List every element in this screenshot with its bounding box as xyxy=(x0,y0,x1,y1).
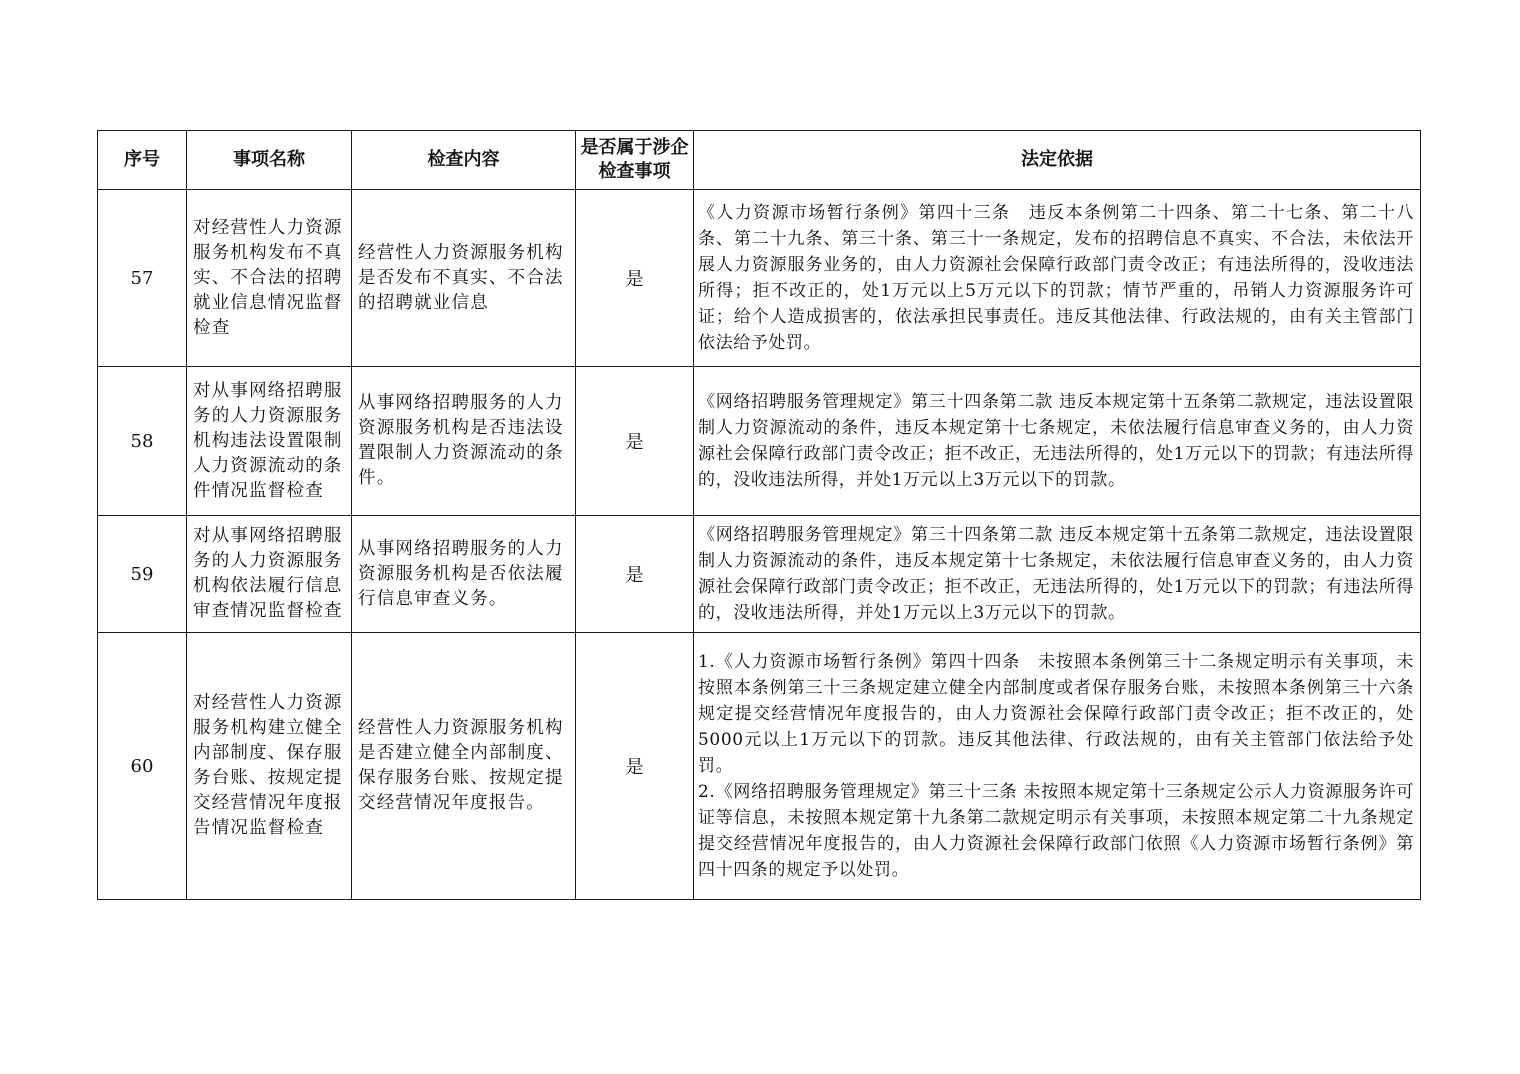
row-legal-basis-cell xyxy=(694,190,1421,367)
table-header-row xyxy=(98,131,1421,190)
row-item-name-cell xyxy=(187,516,352,633)
row-legal-basis xyxy=(694,389,1420,493)
legal-basis-paragraph: 《人力资源市场暂行条例》第四十三条 违反本条例第二十四条、第二十七条、第二十八条、第二十九条、第三十条、第三十一条规定，发布的招聘信息不真实、不合法，未依法开展人力资源服务业务的，由人力资源社会保障行政部门责令改正；有违法所得的，没收违法所得；拒不改正的，处1万元以上5万元以下的罚款；情节严重的，吊销人力资源服务许可证；给个人造成损害的，依法承担民事责任。违反其他法律、行政法规的，由有关主管部门依法给予处罚。 xyxy=(698,203,1414,353)
row-seq: 59 xyxy=(98,516,187,633)
header-check-content: 检查内容 xyxy=(352,131,576,190)
row-legal-basis xyxy=(694,200,1420,356)
legal-basis-paragraph: 1.《人力资源市场暂行条例》第四十四条 未按照本条例第三十二条规定明示有关事项，未按照本条例第三十三条规定建立健全内部制度或者保存服务台账，未按照本条例第三十六条规定提交经营情况年度报告的，由人力资源社会保障行政部门责令改正；拒不改正的，处5000元以上1万元以下的罚款。违反其他法律、行政法规的，由有关主管部门依法给予处罚。 xyxy=(698,652,1414,776)
legal-basis-paragraph: 《网络招聘服务管理规定》第三十四条第二款 违反本规定第十五条第二款规定，违法设置限制人力资源流动的条件，违反本规定第十七条规定，未依法履行信息审查义务的，由人力资源社会保障行政部门责令改正；拒不改正，无违法所得的，处1万元以下的罚款；有违法所得的，没收违法所得，并处1万元以上3万元以下的罚款。 xyxy=(698,392,1414,490)
row-seq: 60 xyxy=(98,633,187,900)
header-enterprise-flag xyxy=(576,131,694,190)
row-enterprise-flag: 是 xyxy=(576,633,694,900)
row-seq: 57 xyxy=(98,190,187,367)
row-legal-basis-cell xyxy=(694,516,1421,633)
row-check-content: 经营性人力资源服务机构是否建立健全内部制度、保存服务台账、按规定提交经营情况年度报告。 xyxy=(358,718,564,813)
row-item-name-cell xyxy=(187,633,352,900)
row-enterprise-flag: 是 xyxy=(576,516,694,633)
inspection-items-table xyxy=(97,130,1421,900)
legal-basis-paragraph: 2.《网络招聘服务管理规定》第三十三条 未按照本规定第十三条规定公示人力资源服务许可证等信息，未按照本规定第十九条第二款规定明示有关事项，未按照本规定第二十九条规定提交经营情况年度报告的，由人力资源社会保障行政部门依照《人力资源市场暂行条例》第四十四条的规定予以处罚。 xyxy=(698,782,1414,880)
row-item-name-cell xyxy=(187,190,352,367)
row-check-content: 经营性人力资源服务机构是否发布不真实、不合法的招聘就业信息 xyxy=(358,242,564,313)
row-legal-basis xyxy=(694,649,1420,883)
row-enterprise-flag: 是 xyxy=(576,367,694,516)
table-row xyxy=(98,633,1421,900)
row-seq: 58 xyxy=(98,367,187,516)
row-item-name: 对从事网络招聘服务的人力资源服务机构依法履行信息审查情况监督检查 xyxy=(193,526,343,621)
legal-basis-paragraph: 《网络招聘服务管理规定》第三十四条第二款 违反本规定第十五条第二款规定，违法设置限制人力资源流动的条件，违反本规定第十七条规定，未依法履行信息审查义务的，由人力资源社会保障行政部门责令改正；拒不改正，无违法所得的，处1万元以下的罚款；有违法所得的，没收违法所得，并处1万元以上3万元以下的罚款。 xyxy=(698,525,1414,623)
header-seq: 序号 xyxy=(98,131,187,190)
row-check-content: 从事网络招聘服务的人力资源服务机构是否依法履行信息审查义务。 xyxy=(358,538,564,609)
header-item-name: 事项名称 xyxy=(187,131,352,190)
row-item-name-cell xyxy=(187,367,352,516)
row-item-name: 对经营性人力资源服务机构发布不真实、不合法的招聘就业信息情况监督检查 xyxy=(193,217,343,338)
row-legal-basis-cell xyxy=(694,633,1421,900)
row-enterprise-flag: 是 xyxy=(576,190,694,367)
table-row xyxy=(98,367,1421,516)
header-legal-basis: 法定依据 xyxy=(694,131,1421,190)
row-legal-basis xyxy=(694,522,1420,626)
row-legal-basis-cell xyxy=(694,367,1421,516)
table-row xyxy=(98,190,1421,367)
row-check-content: 从事网络招聘服务的人力资源服务机构是否违法设置限制人力资源流动的条件。 xyxy=(358,393,564,488)
row-check-content-cell xyxy=(352,516,576,633)
table-row xyxy=(98,516,1421,633)
row-item-name: 对从事网络招聘服务的人力资源服务机构违法设置限制人力资源流动的条件情况监督检查 xyxy=(193,380,343,501)
row-check-content-cell xyxy=(352,367,576,516)
row-item-name: 对经营性人力资源服务机构建立健全内部制度、保存服务台账、按规定提交经营情况年度报告情况监督检查 xyxy=(193,693,343,838)
row-check-content-cell xyxy=(352,633,576,900)
header-enterprise-flag-label: 是否属于涉企检查事项 xyxy=(580,137,689,182)
row-check-content-cell xyxy=(352,190,576,367)
